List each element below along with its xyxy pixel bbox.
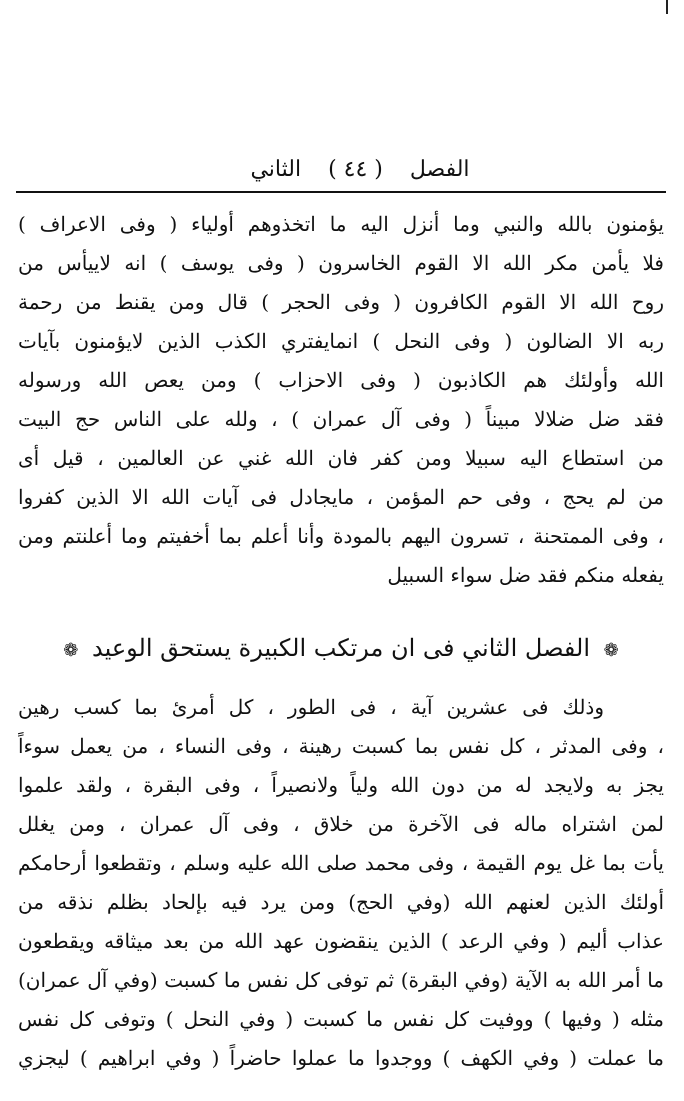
text-line: أولئك الذين لعنهم الله (وفي الحج) ومن يرد فيه بإلحاد بظلم نذقه من <box>18 890 664 914</box>
text-line: مثله ( وفيها ) ووفيت كل نفس ما كسبت ( وفي النحل ) وتوفى كل نفس <box>18 1007 664 1031</box>
page-number: ( ٤٤ ) <box>328 157 383 182</box>
running-header <box>160 150 560 190</box>
text-line: فقد ضل ضلالا مبيناً ( وفى آل عمران ) ، ولله على الناس حج البيت <box>18 407 664 431</box>
text-line: ما عملت ( وفي الكهف ) ووجدوا ما عملوا حاضراً ( وفي ابراهيم ) ليجزي <box>18 1046 664 1070</box>
header-ordinal: الثاني <box>250 157 302 182</box>
ornament-icon: ❁ <box>603 640 619 661</box>
text-line: روح الله الا القوم الكافرون ( وفى الحجر ) قال ومن يقنط من رحمة <box>18 290 664 314</box>
ornament-icon: ❁ <box>63 640 79 661</box>
text-line: الله وأولئك هم الكاذبون ( وفى الاحزاب ) ومن يعص الله ورسوله <box>18 368 664 392</box>
paragraph-2 <box>18 688 664 1078</box>
text-line: ربه الا الضالون ( وفى النحل ) انمايفتري الكذب الذين لايؤمنون بآيات <box>18 329 664 353</box>
text-line: يفعله منكم فقد ضل سواء السبيل <box>387 563 664 587</box>
text-line: لمن اشتراه ماله فى الآخرة من خلاق ، وفى آل عمران ، ومن يغلل <box>18 812 664 836</box>
text-line: فلا يأمن مكر الله الا القوم الخاسرون ( وفى يوسف ) انه لاييأس من <box>18 251 664 275</box>
text-line: من استطاع اليه سبيلا ومن كفر فان الله غني عن العالمين ، قيل أى <box>18 446 664 470</box>
text-line: يجز به ولايجد له من دون الله ولياً ولانصيراً ، وفى البقرة ، ولقد علموا <box>18 773 664 797</box>
section-heading-text: الفصل الثاني فى ان مرتكب الكبيرة يستحق الوعيد <box>91 634 590 662</box>
header-section-word: الفصل <box>409 157 470 182</box>
text-line: ، وفى المدثر ، كل نفس بما كسبت رهينة ، وفى النساء ، من يعمل سوءاً <box>18 734 664 758</box>
text-line: عذاب أليم ( وفي الرعد ) الذين ينقضون عهد الله من بعد ميثاقه ويقطعون <box>18 929 664 953</box>
text-line: وذلك فى عشرين آية ، فى الطور ، كل أمرئ بما كسب رهين <box>18 695 604 719</box>
text-line: من لم يحج ، وفى حم المؤمن ، مايجادل فى آيات الله الا الذين كفروا <box>18 485 664 509</box>
header-rule <box>16 191 666 193</box>
text-line: ، وفى الممتحنة ، تسرون اليهم بالمودة وأنا أعلم بما أخفيتم وما أعلنتم ومن <box>18 524 664 548</box>
text-line: يأت بما غل يوم القيمة ، وفى محمد صلى الله عليه وسلم ، وتقطعوا أرحامكم <box>18 851 664 875</box>
paragraph-1 <box>18 205 664 595</box>
scan-edge-mark <box>666 0 668 14</box>
text-line: ما أمر الله به الآية (وفي البقرة) ثم توفى كل نفس ما كسبت (وفي آل عمران) <box>18 968 664 992</box>
text-line: يؤمنون بالله والنبي وما أنزل اليه ما اتخذوهم أولياء ( وفى الاعراف ) <box>18 212 664 236</box>
section-heading <box>18 626 664 670</box>
